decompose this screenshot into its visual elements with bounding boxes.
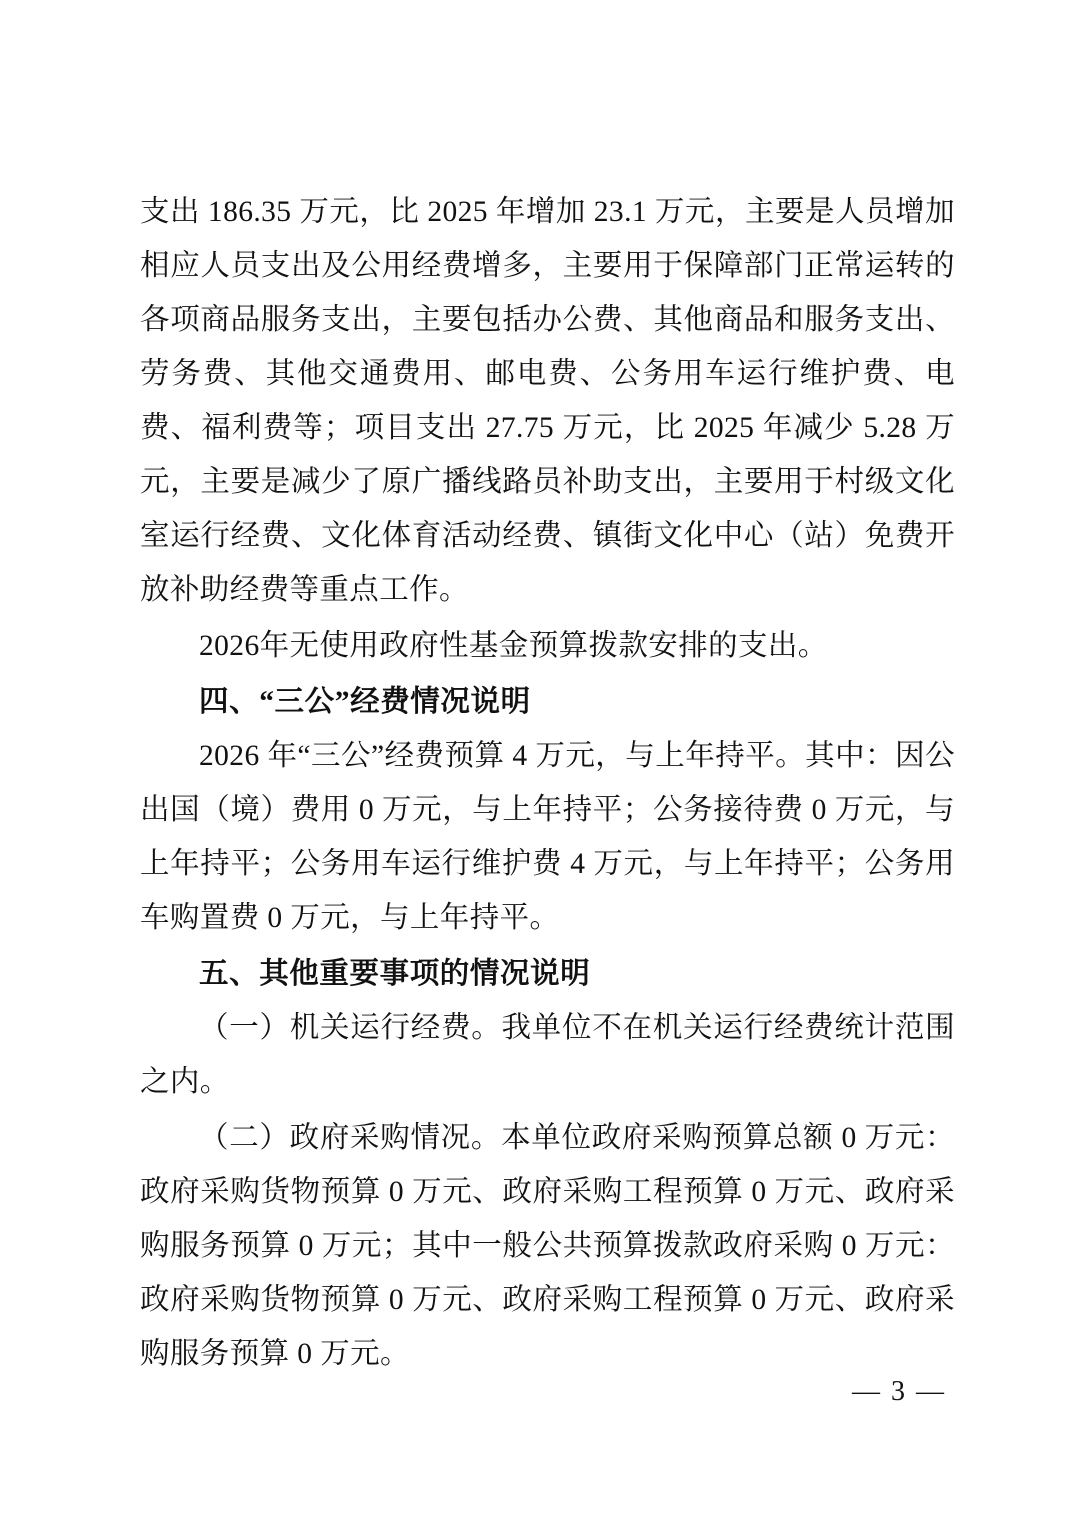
page-number: — 3 — (852, 1376, 946, 1407)
paragraph-government-fund: 2026年无使用政府性基金预算拨款安排的支出。 (199, 630, 828, 662)
document-body (140, 185, 955, 1381)
paragraph-budget-expenditure: 支出 186.35 万元，比 2025 年增加 23.1 万元，主要是人员增加相应人员支出及公用经费增多，主要用于保障部门正常运转的各项商品服务支出，主要包括办公费、其他商品和服务支出、劳务费、其他交通费用、邮电费、公务用车运行维护费、电费、福利费等；项目支出 27.75 万元，比 2025 年减少 5.28 万元，主要是减少了原广播线路员补助支出，主要用于村级文化室运行经费、文化体育活动经费、镇街文化中心（站）免费开放补助经费等重点工作。 (140, 196, 955, 606)
paragraph-three-public-expenses: 2026 年“三公”经费预算 4 万元，与上年持平。其中：因公出国（境）费用 0 万元，与上年持平；公务接待费 0 万元，与上年持平；公务用车运行维护费 4 万元，与上年持平；公务用车购置费 0 万元，与上年持平。 (140, 740, 955, 934)
paragraph-agency-operating-costs: （一）机关运行经费。我单位不在机关运行经费统计范围之内。 (140, 1012, 955, 1098)
section-heading-four: 四、“三公”经费情况说明 (199, 686, 531, 718)
paragraph-government-procurement: （二）政府采购情况。本单位政府采购预算总额 0 万元：政府采购货物预算 0 万元、政府采购工程预算 0 万元、政府采购服务预算 0 万元；其中一般公共预算拨款政府采购 0 万元：政府采购货物预算 0 万元、政府采购工程预算 0 万元、政府采购服务预算 0 万元。 (140, 1122, 955, 1370)
section-heading-five: 五、其他重要事项的情况说明 (199, 958, 591, 990)
